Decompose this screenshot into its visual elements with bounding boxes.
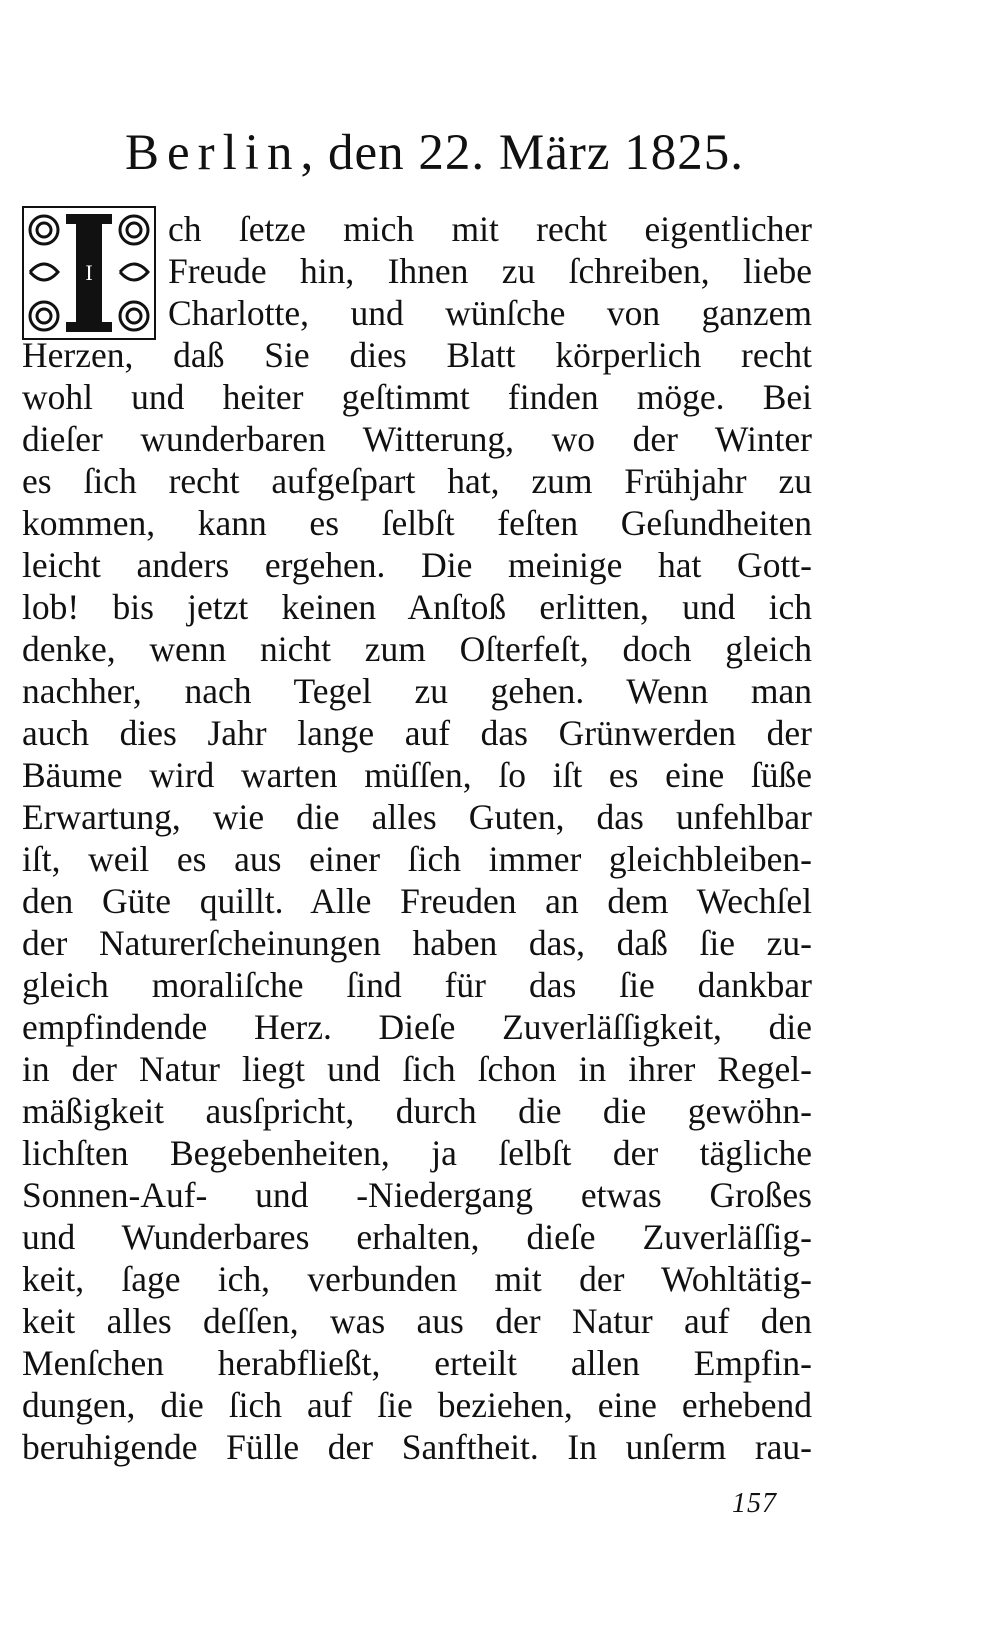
text-line: Freude hin, Ihnen zu ſchreiben, liebe	[168, 251, 812, 291]
ornamental-initial-icon	[22, 206, 156, 340]
text-line: den Güte quillt. Alle Freuden an dem Wechſel	[22, 881, 812, 921]
text-line: Menſchen herabfließt, erteilt allen Empfin-	[22, 1343, 812, 1383]
text-line: es ſich recht aufgeſpart hat, zum Frühjahr zu	[22, 461, 812, 501]
text-line: keit, ſage ich, verbunden mit der Wohltätig-	[22, 1259, 812, 1299]
text-line: in der Natur liegt und ſich ſchon in ihrer Regel-	[22, 1049, 812, 1089]
text-line: nachher, nach Tegel zu gehen. Wenn man	[22, 671, 812, 711]
initial-letter: I	[85, 260, 93, 285]
text-line: Sonnen-Auf- und -Niedergang etwas Großes	[22, 1175, 812, 1215]
text-line: gleich moraliſche ſind für das ſie dankbar	[22, 965, 812, 1005]
text-line: ch ſetze mich mit recht eigentlicher	[168, 209, 812, 249]
text-line: dieſer wunderbaren Witterung, wo der Winter	[22, 419, 812, 459]
text-line: kommen, kann es ſelbſt feſten Geſundheiten	[22, 503, 812, 543]
text-line: auch dies Jahr lange auf das Grünwerden der	[22, 713, 812, 753]
text-line: Erwartung, wie die alles Guten, das unfehlbar	[22, 797, 812, 837]
text-line: keit alles deſſen, was aus der Natur auf den	[22, 1301, 812, 1341]
text-line: mäßigkeit ausſpricht, durch die die gewöhn-	[22, 1091, 812, 1131]
text-line: der Naturerſcheinungen haben das, daß ſie zu-	[22, 923, 812, 963]
text-line: dungen, die ſich auf ſie beziehen, eine erhebend	[22, 1385, 812, 1425]
heading-date: , den 22. März 1825.	[300, 125, 744, 181]
text-line: empfindende Herz. Dieſe Zuverläſſigkeit, die	[22, 1007, 812, 1047]
ornamental-initial	[22, 206, 156, 340]
text-line: leicht anders ergehen. Die meinige hat Gott-	[22, 545, 812, 585]
text-line: iſt, weil es aus einer ſich immer gleichbleiben-	[22, 839, 812, 879]
page-number: 157	[732, 1488, 777, 1519]
text-line: beruhigende Fülle der Sanftheit. In unſerm rau-	[22, 1427, 812, 1467]
text-line: Bäume wird warten müſſen, ſo iſt es eine ſüße	[22, 755, 812, 795]
text-line: lob! bis jetzt keinen Anſtoß erlitten, und ich	[22, 587, 812, 627]
text-line: Herzen, daß Sie dies Blatt körperlich recht	[22, 335, 812, 375]
letter-heading	[125, 125, 744, 181]
text-line: und Wunderbares erhalten, dieſe Zuverläſſig-	[22, 1217, 812, 1257]
text-line: wohl und heiter geſtimmt finden möge. Bei	[22, 377, 812, 417]
text-line: lichſten Begebenheiten, ja ſelbſt der tägliche	[22, 1133, 812, 1173]
text-line: denke, wenn nicht zum Oſterfeſt, doch gleich	[22, 629, 812, 669]
text-line: Charlotte, und wünſche von ganzem	[168, 293, 812, 333]
heading-place: Berlin	[125, 125, 301, 181]
